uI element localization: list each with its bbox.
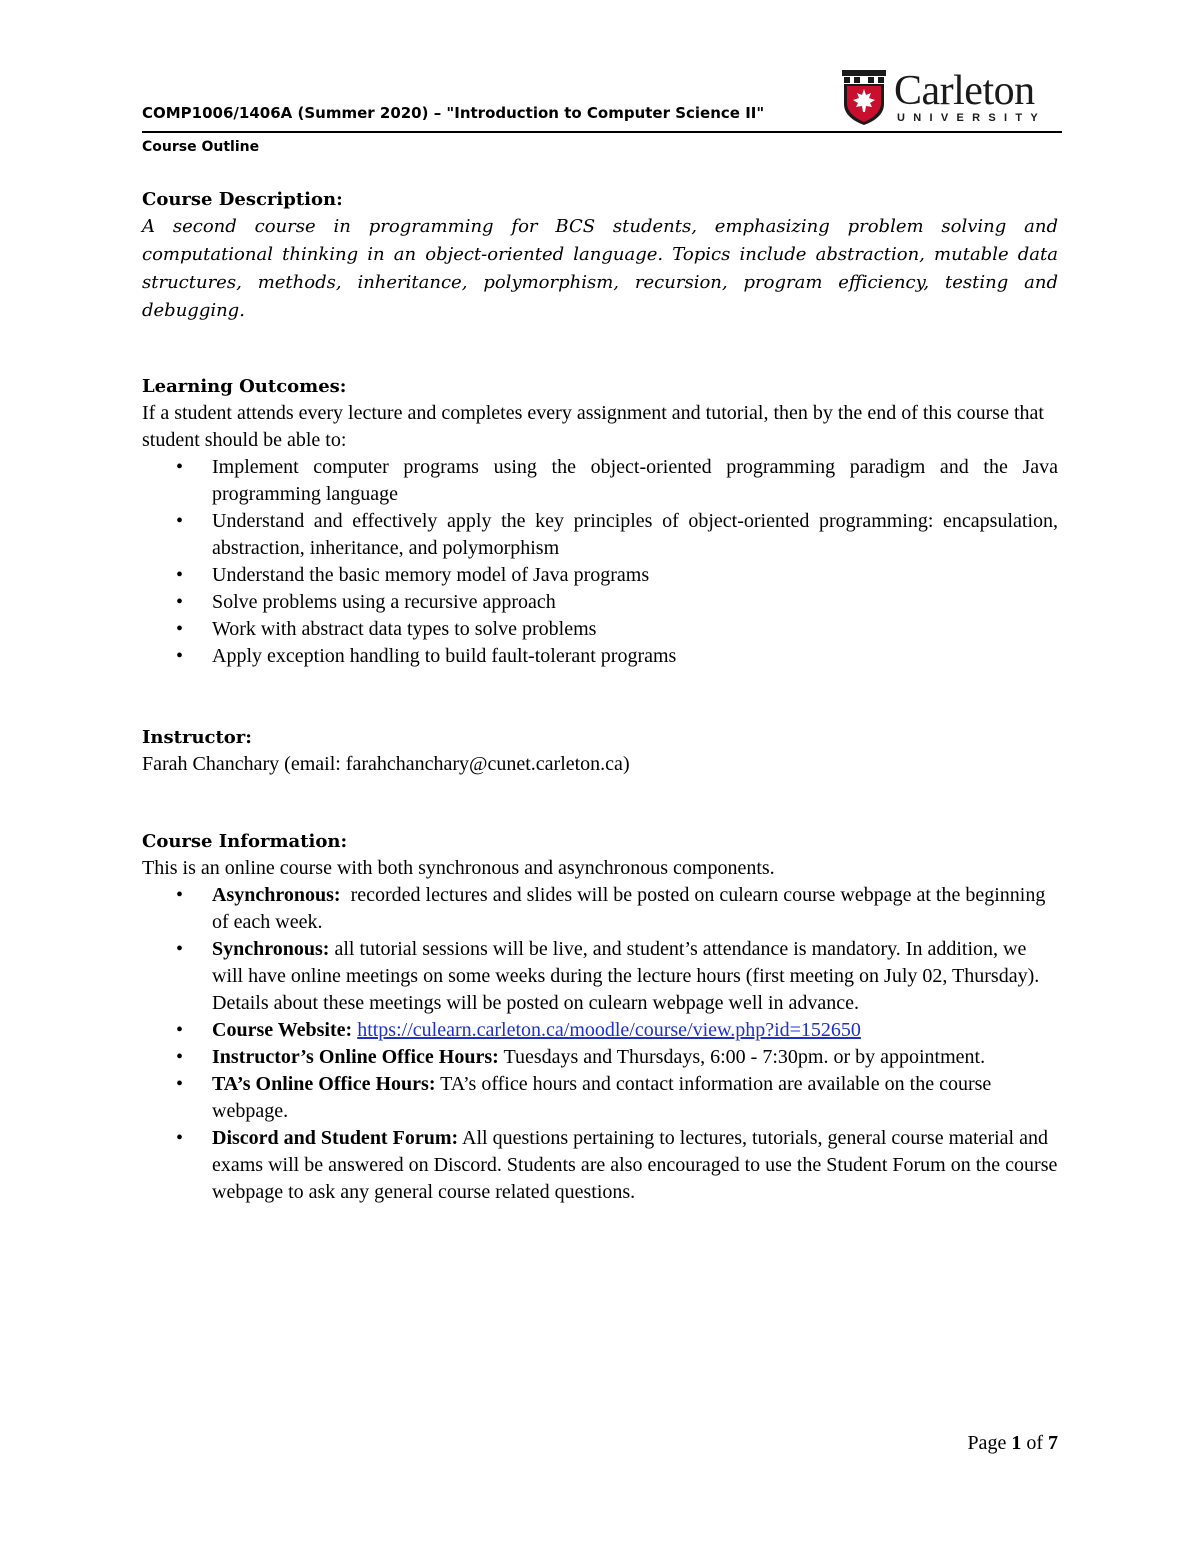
bullet-icon: • xyxy=(176,1073,184,1095)
course-website-link[interactable]: https://culearn.carleton.ca/moodle/course/view.php?id=152650 xyxy=(357,1019,861,1041)
carleton-shield-icon xyxy=(842,70,886,126)
list-item: • Work with abstract data types to solve problems xyxy=(142,616,1058,643)
bullet-icon: • xyxy=(176,456,184,478)
description-heading: Course Description: xyxy=(142,189,343,210)
logo-wordmark: Carleton xyxy=(894,68,1035,114)
bullet-icon: • xyxy=(176,618,184,640)
instructor-text: Farah Chanchary (email: farahchanchary@cunet.carleton.ca) xyxy=(142,753,630,775)
course-header-subtitle: Course Outline xyxy=(142,139,260,155)
bullet-icon: • xyxy=(176,591,184,613)
list-item: • Asynchronous: recorded lectures and slides will be posted on culearn course webpage at the beginning of each week. xyxy=(176,884,1051,933)
list-item: • Understand the basic memory model of Java programs xyxy=(142,562,1058,589)
list-item: • Course Website: https://culearn.carleton.ca/moodle/course/view.php?id=152650 xyxy=(142,1017,1058,1044)
list-item: • Instructor’s Online Office Hours: Tuesdays and Thursdays, 6:00 - 7:30pm. or by appointment. xyxy=(142,1044,1058,1071)
list-item: • Implement computer programs using the object-oriented programming paradigm and the Java programming language xyxy=(176,456,1058,505)
course-header-title: COMP1006/1406A (Summer 2020) – "Introduction to Computer Science II" xyxy=(142,104,765,122)
instructor-heading: Instructor: xyxy=(142,727,252,748)
header-divider xyxy=(142,131,1062,133)
bullet-icon: • xyxy=(176,1127,184,1149)
bullet-icon: • xyxy=(176,1019,184,1041)
outcomes-heading: Learning Outcomes: xyxy=(142,376,347,397)
document-body xyxy=(142,186,1063,1206)
logo-subtitle: UNIVERSITY xyxy=(897,112,1047,124)
outcomes-intro: If a student attends every lecture and completes every assignment and tutorial, then by the end of this course that student should be able to: xyxy=(142,402,1044,451)
bullet-icon: • xyxy=(176,884,184,906)
bullet-icon: • xyxy=(176,645,184,667)
spacer xyxy=(142,670,1058,724)
spacer xyxy=(142,325,1058,373)
bullet-icon: • xyxy=(176,510,184,532)
info-list xyxy=(142,882,1063,1206)
info-heading: Course Information: xyxy=(142,831,348,852)
outcomes-list xyxy=(142,454,1058,670)
page-number: Page 1 of 7 xyxy=(967,1432,1058,1454)
bullet-icon: • xyxy=(176,938,184,960)
description-text: A second course in programming for BCS students, emphasizing problem solving and computational thinking in an object-oriented language. Topics include abstraction, mutable data structures, methods, inheritance, polymorphism, recursion, program efficiency, testing and debugging. xyxy=(142,216,1058,321)
list-item: • TA’s Online Office Hours: TA’s office hours and contact information are available on the course webpage. xyxy=(176,1073,997,1122)
list-item: • Solve problems using a recursive approach xyxy=(142,589,1058,616)
carleton-logo xyxy=(842,70,1062,128)
bullet-icon: • xyxy=(176,1046,184,1068)
list-item: • Synchronous: all tutorial sessions will be live, and student’s attendance is mandatory. In addition, we will have online meetings on some weeks during the lecture hours (first meeting on July 02, Thursday). Details about these meetings will be posted on culearn webpage well in advance. xyxy=(176,938,1045,1014)
spacer xyxy=(142,778,1058,828)
info-intro: This is an online course with both synchronous and asynchronous components. xyxy=(142,857,775,879)
list-item: • Apply exception handling to build fault-tolerant programs xyxy=(142,643,1058,670)
list-item: • Understand and effectively apply the key principles of object-oriented programming: encapsulation, abstraction, inheritance, and polymorphism xyxy=(176,510,1058,559)
list-item: • Discord and Student Forum: All questions pertaining to lectures, tutorials, general course material and exams will be answered on Discord. Students are also encouraged to use the Student Forum on the course webpage to ask any general course related questions. xyxy=(176,1127,1063,1203)
bullet-icon: • xyxy=(176,564,184,586)
